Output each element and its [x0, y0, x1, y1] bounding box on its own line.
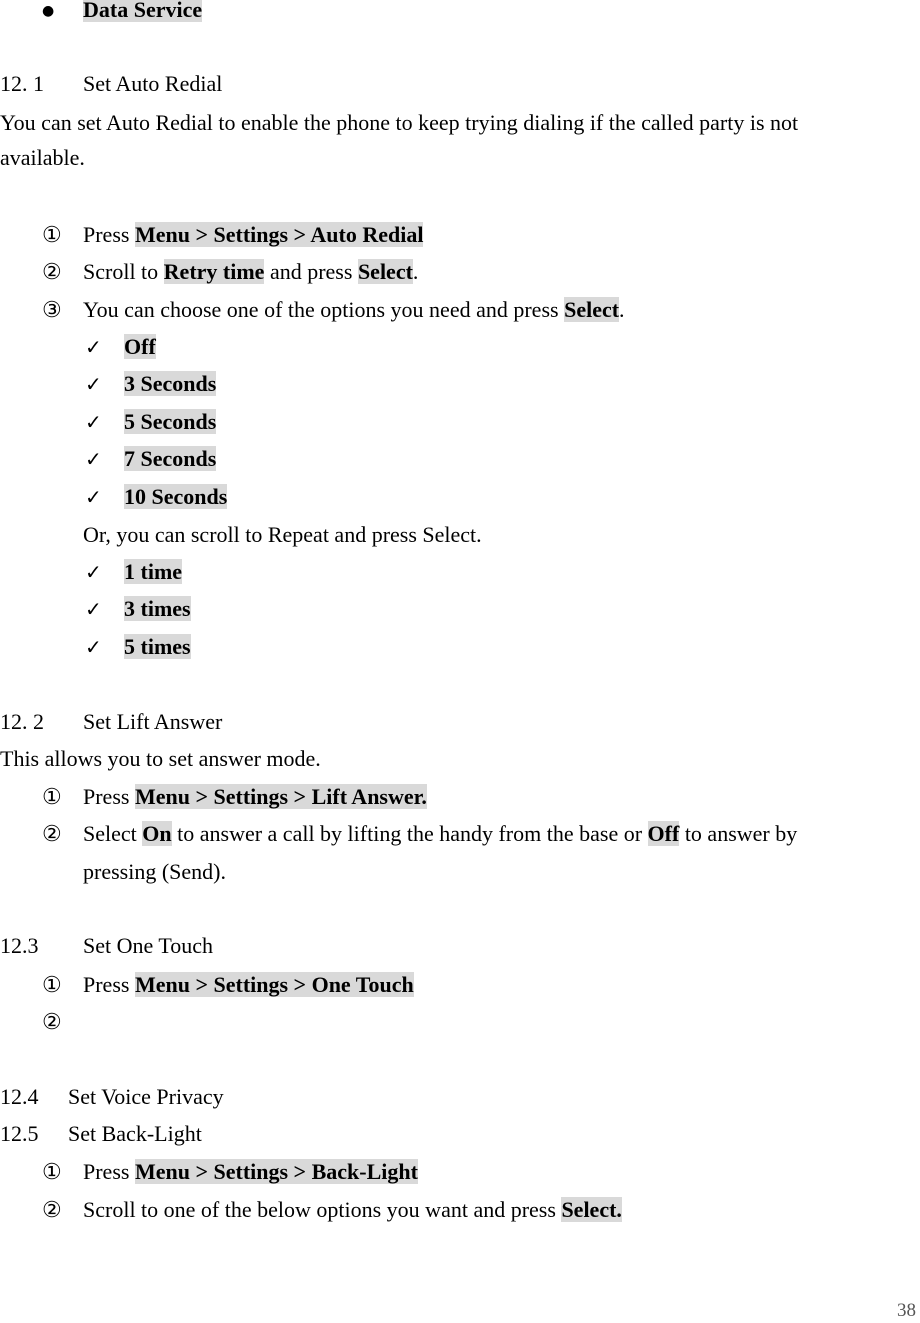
- section-title-12-5: Set Back-Light: [68, 1121, 202, 1146]
- heading-text: Data Service: [83, 0, 202, 22]
- step-2: [83, 819, 797, 849]
- step-text: Press: [83, 972, 135, 997]
- section-title-12-3: Set One Touch: [83, 933, 214, 958]
- step-1: [83, 782, 427, 812]
- step-3: [83, 295, 625, 325]
- section-heading: [83, 0, 202, 25]
- menu-path: Menu > Settings > Auto Redial: [134, 222, 424, 247]
- option-item: [124, 594, 191, 624]
- description: This allows you to set answer mode.: [0, 746, 321, 771]
- option-item: [124, 369, 216, 399]
- select-key: Select: [564, 297, 620, 322]
- step-marker-1: ①: [42, 1159, 62, 1184]
- check-icon: ✓: [85, 560, 102, 584]
- check-icon: ✓: [85, 335, 102, 359]
- option-item: [124, 557, 182, 587]
- menu-path: Menu > Settings > One Touch: [134, 972, 414, 997]
- check-icon: ✓: [85, 597, 102, 621]
- option-off: Off: [647, 821, 680, 846]
- option-label: Off: [124, 334, 156, 359]
- option-label: 5 Seconds: [124, 409, 217, 434]
- step-2: [83, 1195, 622, 1225]
- check-icon: ✓: [85, 635, 102, 659]
- step-marker-1: ①: [42, 784, 62, 809]
- step-2-continuation: pressing (Send).: [83, 859, 226, 884]
- step-marker-2: ②: [42, 1197, 62, 1222]
- step-2: [83, 257, 418, 287]
- select-key: Select: [357, 259, 413, 284]
- option-label: 10 Seconds: [124, 484, 228, 509]
- section-title-12-4: Set Voice Privacy: [68, 1084, 224, 1109]
- step-marker-3: ③: [42, 297, 62, 322]
- option-label: 7 Seconds: [124, 446, 217, 471]
- description-line-1: You can set Auto Redial to enable the phone to keep trying dialing if the called party is not: [0, 110, 799, 135]
- section-title-12-2: Set Lift Answer: [83, 709, 223, 734]
- step-text: to answer by: [679, 821, 798, 846]
- step-text: Press: [83, 784, 135, 809]
- menu-path: Menu > Settings > Lift Answer.: [134, 784, 427, 809]
- page-number: 38: [897, 1300, 916, 1321]
- step-1: [83, 220, 423, 250]
- check-icon: ✓: [85, 410, 102, 434]
- step-1: [83, 1157, 418, 1187]
- option-item: [124, 482, 227, 512]
- option-label: 5 times: [124, 634, 191, 659]
- step-text: to answer a call by lifting the handy from the base or: [171, 821, 648, 846]
- step-marker-1: ①: [42, 222, 62, 247]
- select-key: Select.: [561, 1197, 622, 1222]
- option-label: 1 time: [124, 559, 183, 584]
- menu-path: Menu > Settings > Back-Light: [134, 1159, 418, 1184]
- step-text: You can choose one of the options you need and press: [83, 297, 565, 322]
- or-text: Or, you can scroll to Repeat and press Select.: [83, 522, 482, 547]
- step-text: Select: [83, 821, 143, 846]
- step-marker-1: ①: [42, 972, 62, 997]
- option-item: [124, 444, 216, 474]
- option-item: [124, 407, 216, 437]
- option-name: Retry time: [163, 259, 265, 284]
- section-number-12-3: 12.3: [0, 933, 39, 958]
- step-marker-2: ②: [42, 1009, 62, 1034]
- section-number-12-5: 12.5: [0, 1121, 39, 1146]
- step-text: .: [619, 297, 625, 322]
- section-number-12-4: 12.4: [0, 1084, 39, 1109]
- step-marker-2: ②: [42, 821, 62, 846]
- option-item: [124, 632, 191, 662]
- check-icon: ✓: [85, 485, 102, 509]
- section-number-12-1: 12. 1: [0, 71, 44, 96]
- section-title-12-1: Set Auto Redial: [83, 71, 223, 96]
- step-1: [83, 970, 414, 1000]
- check-icon: ✓: [85, 447, 102, 471]
- step-marker-2: ②: [42, 259, 62, 284]
- description-line-2: available.: [0, 145, 85, 170]
- option-on: On: [142, 821, 172, 846]
- step-text: Press: [83, 1159, 135, 1184]
- step-text: .: [412, 259, 419, 284]
- section-number-12-2: 12. 2: [0, 709, 44, 734]
- step-text: Scroll to: [83, 259, 164, 284]
- step-text: Scroll to one of the below options you want and press: [83, 1197, 562, 1222]
- step-text: Press: [83, 222, 135, 247]
- step-text: and press: [264, 259, 358, 284]
- option-label: 3 Seconds: [124, 371, 217, 396]
- option-item: [124, 332, 156, 362]
- check-icon: ✓: [85, 372, 102, 396]
- option-label: 3 times: [124, 596, 191, 621]
- bullet-icon: ●: [42, 3, 55, 19]
